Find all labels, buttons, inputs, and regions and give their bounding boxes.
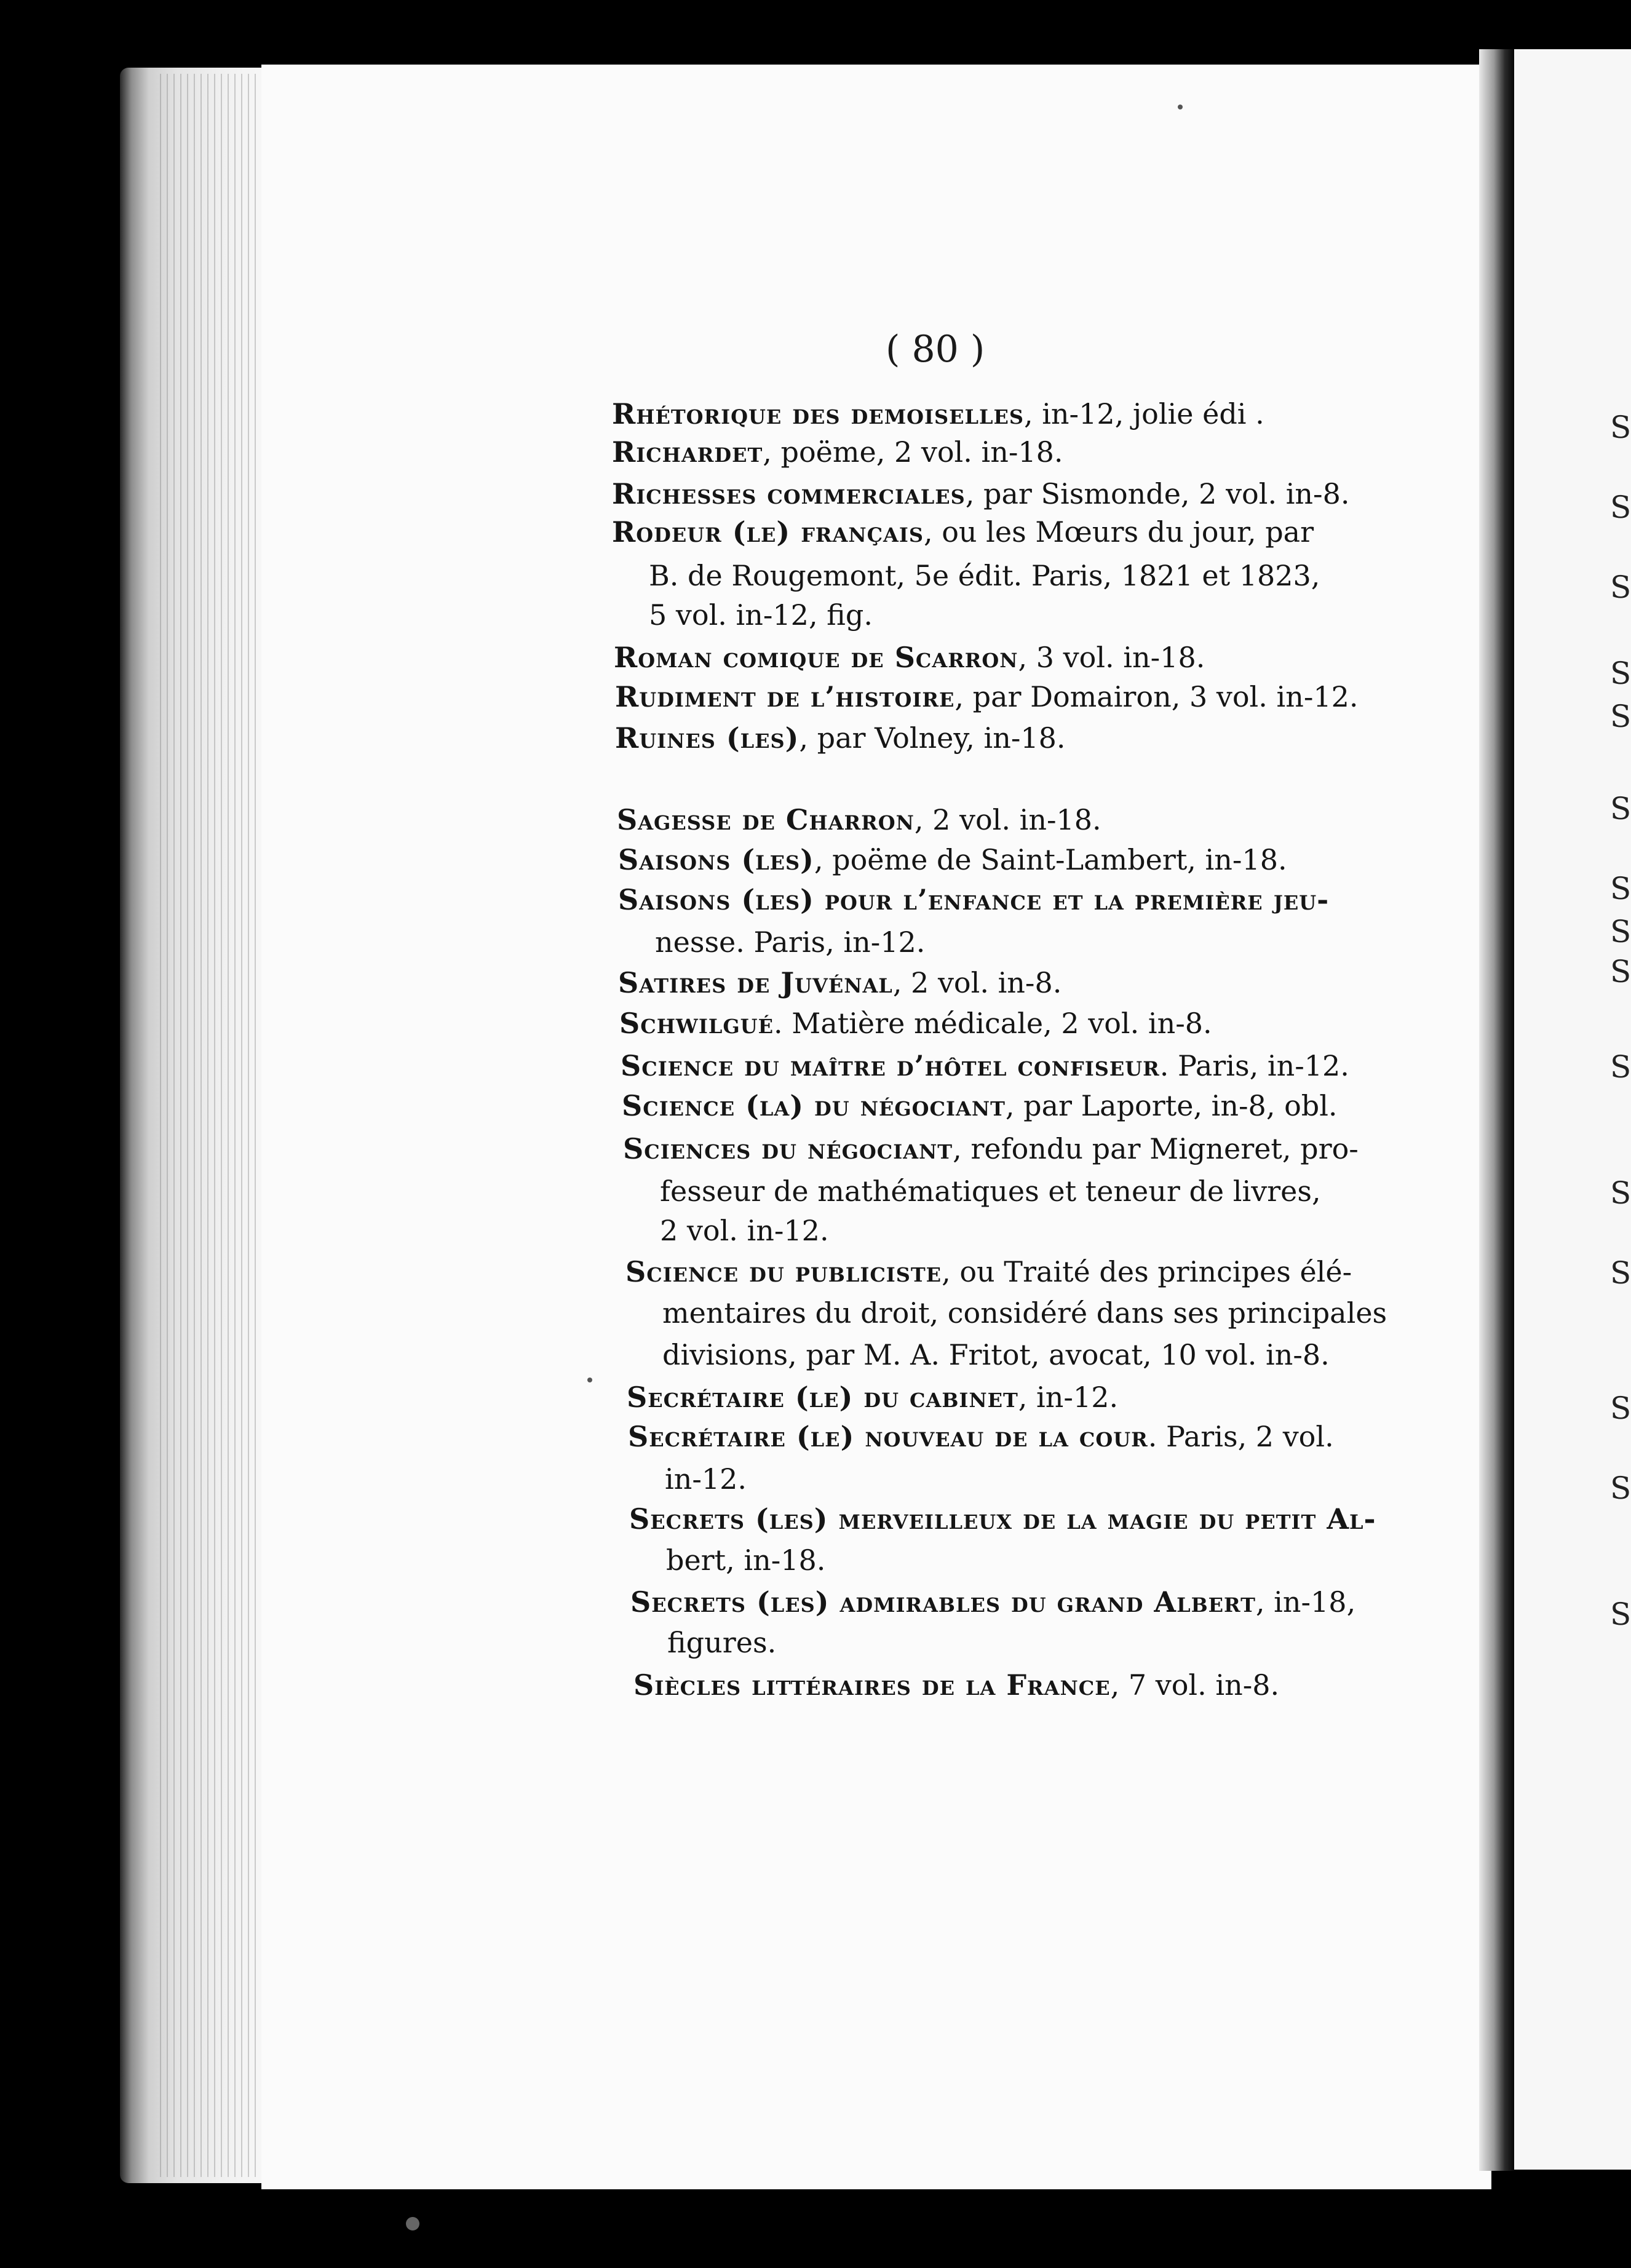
ink-speck <box>406 2217 419 2230</box>
catalogue-entry <box>625 1255 1352 1288</box>
catalogue-entry <box>615 721 1066 755</box>
catalogue-entry <box>629 1502 1376 1536</box>
entry-details: , 7 vol. in-8. <box>1110 1668 1280 1702</box>
facing-page-letter: S <box>1610 1390 1631 1426</box>
entry-details: , refondu par Migneret, pro- <box>953 1132 1359 1165</box>
entry-title: Science du maître d’hôtel confiseur <box>621 1049 1160 1082</box>
entry-title: Satires de Juvénal <box>618 966 893 999</box>
entry-title: Secrets (les) admirables du grand Albert <box>630 1585 1256 1619</box>
catalogue-entry <box>618 843 1287 876</box>
entry-title: Saisons (les) pour l’enfance et la première jeu- <box>618 883 1330 916</box>
catalogue-entry <box>630 1585 1356 1619</box>
entry-details: . Matière médicale, 2 vol. in-8. <box>773 1007 1212 1040</box>
entry-title: Richesses commerciales <box>612 477 966 510</box>
entry-continuation: nesse. Paris, in-12. <box>655 926 926 959</box>
catalogue-entry <box>614 643 1205 672</box>
entry-continuation: figures. <box>667 1626 777 1659</box>
entry-details: , ou Traité des principes élé- <box>942 1255 1352 1288</box>
entry-title: Richardet <box>612 435 763 469</box>
ink-speck <box>1178 105 1183 109</box>
entry-title: Science (la) du négociant <box>622 1089 1006 1122</box>
catalogue-entry <box>627 1381 1119 1414</box>
entry-details: , ou les Mœurs du jour, par <box>923 515 1314 549</box>
entry-details: . Paris, 2 vol. <box>1148 1420 1334 1453</box>
catalogue-entry <box>612 435 1063 469</box>
entry-title: Secrétaire (le) nouveau de la cour <box>628 1420 1148 1453</box>
entry-details: , poëme, 2 vol. in-18. <box>763 435 1063 469</box>
entry-title: Secrets (les) merveilleux de la magie du petit Al- <box>629 1502 1376 1536</box>
entry-title: Rhétorique des demoiselles <box>612 397 1024 430</box>
entry-title: Sagesse de Charron <box>617 803 915 836</box>
entry-details: , in-18, <box>1255 1585 1356 1619</box>
facing-page-letter: S <box>1610 656 1631 691</box>
entry-title: Roman comique de Scarron <box>614 641 1018 674</box>
facing-page-letter: S <box>1610 914 1631 950</box>
facing-page-letter: S <box>1610 569 1631 605</box>
entry-continuation: 5 vol. in-12, fig. <box>649 598 873 632</box>
entry-title: Ruines (les) <box>615 721 800 755</box>
catalogue-entry <box>621 1049 1349 1082</box>
entry-details: , 2 vol. in-8. <box>892 966 1062 999</box>
facing-page-letter: S <box>1610 871 1631 906</box>
catalogue-entry <box>623 1132 1359 1165</box>
catalogue-entry <box>615 680 1359 713</box>
facing-page-letter: S <box>1610 1175 1631 1211</box>
entry-title: Saisons (les) <box>618 843 814 876</box>
entry-continuation: mentaires du droit, considéré dans ses principales <box>662 1296 1387 1330</box>
entry-title: Schwilgué <box>619 1007 774 1040</box>
entry-details: . Paris, in-12. <box>1159 1049 1349 1082</box>
ink-speck <box>587 1378 592 1382</box>
entry-title: Rodeur (le) français <box>612 515 924 549</box>
entry-details: , 2 vol. in-18. <box>914 803 1101 836</box>
entry-continuation: 2 vol. in-12. <box>660 1214 829 1247</box>
entry-title: Sciences du négociant <box>623 1132 953 1165</box>
catalogue-entry <box>617 803 1101 836</box>
facing-page-letter: S <box>1610 490 1631 525</box>
catalogue-entry <box>628 1422 1334 1451</box>
entry-title: Rudiment de l’histoire <box>615 680 955 713</box>
facing-page-letter: S <box>1610 1596 1631 1632</box>
entry-continuation: bert, in-18. <box>666 1544 826 1577</box>
entry-details: , poëme de Saint-Lambert, in-18. <box>814 843 1287 876</box>
facing-page-letter: S <box>1610 954 1631 989</box>
catalogue-entry <box>612 477 1350 510</box>
entry-details: , par Domairon, 3 vol. in-12. <box>954 680 1359 713</box>
catalogue-entry <box>622 1089 1338 1122</box>
facing-page-letter: S <box>1610 791 1631 827</box>
facing-page-letter: S <box>1610 410 1631 445</box>
entry-title: Secrétaire (le) du cabinet <box>627 1381 1018 1414</box>
entry-continuation: B. de Rougemont, 5e édit. Paris, 1821 et 1823, <box>649 559 1320 592</box>
facing-page-letter: S <box>1610 1255 1631 1291</box>
facing-page-letter: S <box>1610 699 1631 734</box>
catalogue-entry <box>618 966 1062 999</box>
facing-page-letter: S <box>1610 1470 1631 1506</box>
facing-page-letter: S <box>1610 1049 1631 1085</box>
entry-continuation: fesseur de mathématiques et teneur de livres, <box>660 1175 1321 1208</box>
entry-continuation: divisions, par M. A. Fritot, avocat, 10 vol. in-8. <box>662 1338 1330 1371</box>
catalogue-entry <box>612 397 1264 430</box>
page-number: ( 80 ) <box>886 328 985 371</box>
entry-details: , 3 vol. in-18. <box>1018 641 1205 674</box>
entry-continuation: in-12. <box>665 1462 747 1496</box>
catalogue-entry <box>619 1007 1212 1040</box>
entry-title: Science du publiciste <box>625 1255 942 1288</box>
entry-details: , in-12, jolie édi . <box>1023 397 1264 430</box>
entry-details: , par Sismonde, 2 vol. in-8. <box>965 477 1350 510</box>
catalogue-entry <box>618 883 1330 916</box>
catalogue-entry <box>612 515 1314 549</box>
catalogue-entry <box>633 1668 1280 1702</box>
entry-details: , par Volney, in-18. <box>799 721 1066 755</box>
entry-details: , par Laporte, in-8, obl. <box>1005 1089 1338 1122</box>
entry-title: Siècles littéraires de la France <box>633 1668 1111 1702</box>
entry-details: , in-12. <box>1018 1381 1119 1414</box>
